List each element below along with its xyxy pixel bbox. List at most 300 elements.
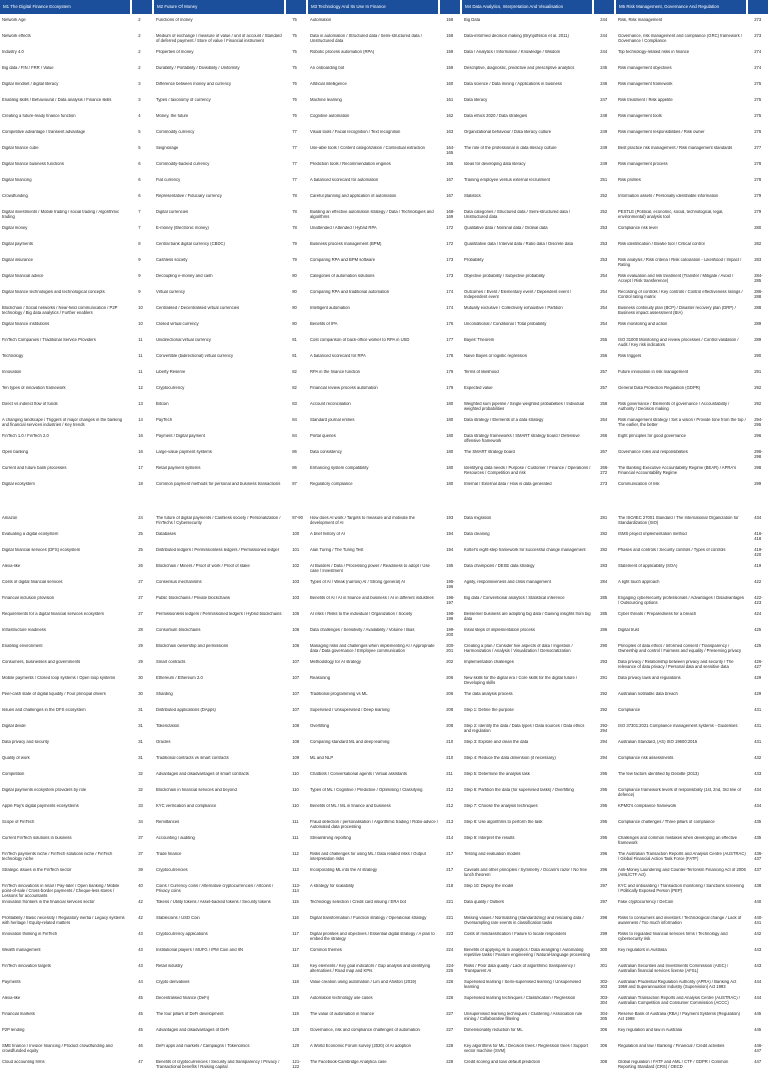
page-number-cell: 29 [138,660,143,664]
topic-cell: Enabling environment [2,644,43,648]
table-row [0,82,768,98]
topic-cell: Big Data [464,18,481,22]
topic-cell: Direct vs indirect flow of funds [2,402,58,406]
topic-cell: Caveats and other principles / Symmetry / Occam's razor / No free lunch theorem [464,868,587,877]
page-number-cell: 173 [446,258,454,262]
page-number-cell: 295 [600,772,608,776]
topic-cell: Naive Bayes or logistic regression [464,354,528,358]
topic-cell: Prediction tools / Recommendation engines [310,162,391,166]
topic-cell: Digital divide [2,724,26,728]
topic-cell: Cyber threats / Preparedness for a breach [618,612,697,616]
page-number-cell: 25 [138,532,143,536]
topic-cell: Internal / External data / How is data generated [464,482,552,486]
topic-cell: Public blockchains / Private blockchains [156,596,231,600]
page-number-cell: 273 [600,482,608,486]
topic-cell: How does AI work / Targets to measure and motivate the development of AI [310,516,415,525]
page-number-cell: 24 [138,516,143,520]
topic-cell: Distributed ledgers / Permissionless ledgers / Permissioned ledger [156,548,280,552]
page-number-cell: 303-304 [600,996,609,1005]
page-number-cell: 221 [446,900,454,904]
topic-cell: Current FinTech solutions in business [2,836,72,840]
topic-cell: Ethereum / Ethereum 2.0 [156,676,203,680]
page-number-cell: 113 [292,868,299,872]
page-number-cell: 286-288 [754,290,763,299]
topic-cell: Functions of money [156,18,193,22]
topic-cell: Sharding [156,692,173,696]
page-number-cell: 112 [292,852,299,856]
page-number-cell: 211 [446,772,453,776]
page-number-cell: 289 [754,338,762,342]
table-row [0,948,768,964]
page-number-cell: 168-169 [446,210,455,219]
page-number-cell: 442 [754,932,762,936]
page-number-cell: 282 [600,548,608,552]
page-number-cell: 426-427 [754,660,763,669]
topic-cell: Compliance framework levels of responsibility (1st, 2nd, 3rd line of defence) [618,788,741,797]
table-row [0,418,768,434]
page-number-cell: 180 [446,466,454,470]
page-number-cell: 434 [754,804,762,808]
page-number-cell: 27 [138,596,143,600]
page-number-cell: 16 [138,434,143,438]
topic-cell: Digital investments / Mobile trading / social trading / Algorithmic trading [2,210,120,219]
topic-cell: Phases and controls / Security controls / Types of controls [618,548,726,552]
topic-cell: Liberty Reserve [156,370,186,374]
topic-cell: Testing and evaluation models [464,852,521,856]
page-number-cell: 172 [446,226,454,230]
page-number-cell: 446-447 [754,1044,763,1053]
topic-cell: Step 5: Determine the analysis task [464,772,530,776]
topic-cell: Issues and challenges in the DFS ecosystem [2,708,86,712]
page-number-cell: 103 [292,580,300,584]
topic-cell: The four pillars of DeFi development [156,1012,224,1016]
page-number-cell: 33 [138,804,143,808]
topic-cell: The role of the professional in data literacy culture [464,146,557,150]
topic-cell: Alexa-like [2,996,21,1000]
topic-cell: Probability [464,258,484,262]
topic-cell: PayTech [156,418,173,422]
topic-cell: The SMART strategy board [464,450,515,454]
page-number-cell: 11 [138,338,143,342]
page-number-cell: 296 [754,434,762,438]
topic-cell: Portal queries [310,434,336,438]
page-number-cell: 32 [138,788,143,792]
page-number-cell: 224-225 [446,964,455,973]
topic-cell: Australian Prudential Regulation Authority (APRA) / Banking Act 1959 and Superannuation Industry (Supervision) Act 1993 [618,980,737,989]
topic-cell: Identifying data needs / Purpose / Customer / Finance / Operations / Resources / Competition and risk [464,466,591,475]
topic-cell: Compliance [618,708,641,712]
page-number-cell: 32 [138,772,143,776]
topic-cell: Supervised learning techniques / Classification / Regression [464,996,576,1000]
page-number-cell: 27 [138,580,143,584]
topic-cell: The few factors identified by Deloitte (2013) [618,772,699,776]
column-header: M2 Future Of Money [154,0,284,14]
page-number-cell: 295 [600,804,608,808]
page-number-cell: 46 [138,1044,143,1048]
topic-cell: Data champions / DESE data strategy [464,564,535,568]
topic-cell: FinTech innovations in retail / Pay-later / Open banking / Mobile point-of-sale / Cross-border payments / Cheque-less stores / Lessons for accountants [2,884,120,898]
page-number-cell: 118 [292,980,299,984]
topic-cell: Cost comparison of back-office worker to RPA in USD [310,338,410,342]
topic-cell: Data-informed decision making (Brynjolfsson et al. 2011) [464,34,569,38]
topic-cell: Bitcoin [156,402,169,406]
table-row [0,836,768,852]
topic-cell: Key regulation and law in Australia [618,1028,683,1032]
page-number-cell: 435 [754,836,762,840]
topic-cell: Compliance risk assessments [618,756,674,760]
topic-cell: Tokenization [156,724,180,728]
page-number-cell: 37 [138,852,143,856]
page-number-cell: 226 [446,996,454,1000]
page-number-cell: 210 [446,756,454,760]
page-number-cell: 249 [600,162,608,166]
topic-cell: Cloud accounting firms [2,1060,45,1064]
section-gap [0,498,768,516]
table-row [0,868,768,884]
table-row [0,210,768,226]
topic-cell: Initial steps of implementation process [464,628,535,632]
topic-cell: Governance roles and responsibilities [618,450,688,454]
topic-cell: Creating a plan / Consider five aspects of data / Ingestion / Harmonization / Analysis / Visualization / Democratization [464,644,573,653]
page-number-cell: 113-114 [292,884,301,893]
page-number-cell: 75 [292,50,297,54]
topic-cell: Advantages and disadvantages of smart contracts [156,772,249,776]
page-number-cell: 6 [138,178,141,182]
topic-cell: Convertible (bidirectional) virtual currency [156,354,234,358]
page-number-cell: 108 [292,740,300,744]
topic-cell: Fake cryptocurrency / DeCoin [618,900,674,904]
topic-cell: Kotter's eight-step framework for successful change management [464,548,586,552]
topic-cell: Properties of money [156,50,194,54]
page-number-cell: 180 [446,418,454,422]
topic-cell: Digital financial advice [2,274,44,278]
topic-cell: Durability / Portability / Divisibility / Uniformity [156,66,240,70]
topic-cell: Remittances [156,820,180,824]
topic-cell: Eight principles for good governance [618,434,686,438]
topic-cell: Financial markets [2,1012,35,1016]
topic-cell: Data privacy / Relationship between privacy and security / The relevance of data privacy / Personal data and sensitive data [618,660,734,669]
topic-cell: Requirements for a digital financial services ecosystem [2,612,104,616]
page-number-cell: 80 [292,274,297,278]
page-number-cell: 245 [600,66,608,70]
page-number-cell: 31 [138,740,143,744]
topic-cell: Statement of applicability (SOA) [618,564,678,568]
page-number-cell: 276 [754,130,762,134]
topic-cell: Crowdfunding [2,194,28,198]
topic-cell: Difference between money and currency [156,82,232,86]
topic-cell: Medium of exchange / measure of value / unit of account / Standard of deferred payment / Store of value / Financial instrument [156,34,282,43]
topic-cell: Comparing standard ML and deep learning [310,740,390,744]
page-number-cell: 200-201 [446,644,455,653]
page-number-cell: 281 [600,516,608,520]
topic-cell: Virtual currency [156,290,186,294]
topic-cell: Streamlining reporting [310,836,351,840]
page-number-cell: 228 [446,1060,454,1064]
topic-cell: Crypto derivatives [156,980,190,984]
topic-cell: Regulatory compliance [310,482,353,486]
page-number-cell: 9 [138,274,141,278]
page-number-cell: 117 [292,948,299,952]
topic-cell: Fraud detection / personalisation / Algorithmic trading / Robo-advice / Automated data processing [310,820,439,829]
topic-cell: Digital insurance [2,258,33,262]
topic-cell: Benefits of cryptocurrencies / Security and transparency / Privacy / Transactional benefits / Raising capital [156,1060,280,1069]
page-number-cell: 251 [600,178,608,182]
topic-cell: Benefits of ML / ML in finance and business [310,804,391,808]
topic-cell: Intelligent automation [310,306,350,310]
page-number-cell: 80 [292,306,297,310]
topic-cell: Comparing RPA and BPM software [310,258,376,262]
page-number-cell: 3 [138,82,141,86]
topic-cell: Best practice risk management / Risk management standards [618,146,733,150]
page-number-cell: 283 [600,564,608,568]
topic-cell: General Data Protection Regulation (GDPR) [618,386,701,390]
topic-cell: Visual tools / Facial recognition / Text recognition [310,130,401,134]
page-number-cell: 227 [446,1028,454,1032]
page-number-cell: 424 [754,612,762,616]
page-number-cell: 84 [292,418,297,422]
page-number-cell: 116 [292,916,299,920]
table-row [0,756,768,772]
topic-cell: Objective probability / Subjective probability [464,274,545,278]
page-number-cell: 196-197 [446,596,455,605]
page-number-cell: 178 [446,354,454,358]
page-number-cell: 30 [138,692,143,696]
page-number-cell: 290 [600,644,608,648]
page-number-cell: 34 [138,820,143,824]
topic-cell: Apple Pay's digital payments ecosystems [2,804,79,808]
topic-cell: Amazon [2,516,18,520]
page-number-cell: 292 [754,386,762,390]
topic-cell: Step 3: Explore and clean the data [464,740,529,744]
topic-cell: Blockchain in financial services and beyond [156,788,237,792]
table-row [0,804,768,820]
page-number-cell: 274 [754,66,762,70]
topic-cell: Mutually exclusive / Collectively exhaustive / Partition [464,306,563,310]
topic-cell: Types / taxonomy of currency [156,98,211,102]
topic-cell: Data literacy [464,98,488,102]
topic-cell: Decoupling e-money and cash [156,274,213,278]
page-number-cell: 294 [600,740,608,744]
topic-cell: Closed virtual currency [156,322,199,326]
table-row [0,466,768,482]
page-number-cell: 3 [138,98,141,102]
page-number-cell: 18 [138,482,143,486]
topic-cell: Institutional players / MUFG / IPM Coin and IIN [156,948,244,952]
page-number-cell: 43 [138,948,143,952]
page-number-cell: 177 [446,338,454,342]
topic-cell: Digital finance business functions [2,162,64,166]
page-number-cell: 437 [754,868,762,872]
page-number-cell: 12 [138,386,143,390]
page-number-cell: 432 [754,756,762,760]
topic-cell: A balanced scorecard for RPA [310,354,366,358]
column-header: M1 The Digital Finance Ecosystem [0,0,130,14]
topic-cell: Coins / Currency coins / Alternative cryptocurrencies / Altcoins / Privacy coins [156,884,274,893]
table-row [0,114,768,130]
page-number-cell: 217 [446,852,454,856]
page-number-cell: 81 [292,354,297,358]
page-number-cell: 254 [600,322,608,326]
page-number-cell: 4 [138,114,141,118]
topic-cell: Outcomes / Event / Elementary event / Dependent event / Independent event [464,290,572,299]
page-number-cell: 447 [754,1060,762,1064]
topic-cell: Benefits of AI / AI in finance and business / AI in different industries [310,596,434,600]
topic-cell: Creating a future-ready finance function [2,114,76,118]
table-row [0,370,768,386]
page-number-cell: 244 [600,50,608,54]
table-row [0,178,768,194]
page-number-cell: 290 [754,354,762,358]
table-row [0,1060,768,1076]
topic-cell: Big data / FIN / FRR / Value [2,66,54,70]
page-number-cell: 252 [600,210,608,214]
topic-cell: Risk management objectives [618,66,672,70]
table-row [0,708,768,724]
topic-cell: FinTech payments niche / FinTech solutions niche / FinTech technology niche [2,852,113,861]
topic-cell: Use-able tools / Content categorization / Contextual extraction [310,146,425,150]
page-number-cell: 86 [292,450,297,454]
topic-cell: Data science / Data mining / Applications in business [464,82,562,86]
page-number-cell: 179 [446,386,454,390]
table-row [0,130,768,146]
page-number-cell: 77 [292,130,297,134]
topic-cell: Ten types of innovation framework [2,386,66,390]
topic-cell: Digital trust [618,628,639,632]
topic-cell: Data categories / Structured data / Semi-structured data / Unstructured data [464,210,571,219]
page-number-cell: 77 [292,162,297,166]
page-number-cell: 103 [292,596,300,600]
page-number-cell: 419 [754,564,762,568]
topic-cell: Step 4: Reduce the data dimension (if necessary) [464,756,556,760]
page-number-cell: 252 [600,194,608,198]
page-number-cell: 107 [292,660,300,664]
topic-cell: Industry 4.0 [2,50,24,54]
topic-cell: Data migration [464,516,492,520]
page-number-cell: 284 [600,580,608,584]
topic-cell: Digital transformation / Function strategy / Operational strategy [310,916,427,920]
page-number-cell: 108 [292,724,300,728]
topic-cell: ISMS project implementation method [618,532,687,536]
topic-cell: Bessemer business are adopting big data / Gaining insights from big data [464,612,591,621]
page-number-cell: 275 [754,82,762,86]
page-number-cell: 267 [600,450,608,454]
topic-cell: The data analysis process [464,692,513,696]
page-number-cell: 9 [138,290,141,294]
topic-cell: Comparing RPA and traditional automation [310,290,390,294]
topic-cell: Data strategy frameworks / SMART strategy board / Defensive offensive framework [464,434,580,443]
topic-cell: Innovation thinking in FinTech [2,932,58,936]
topic-cell: Artificial intelligence [310,82,347,86]
page-number-cell: 29 [138,644,143,648]
page-number-cell: 119 [292,1012,299,1016]
topic-cell: Step 7: Choose the analysis techniques [464,804,538,808]
page-number-cell: 202 [446,660,454,664]
page-number-cell: 308 [600,1060,608,1064]
page-number-cell: 76 [292,82,297,86]
page-number-cell: 285 [600,612,608,616]
column-header: M4 Data Analytics, Interpretation And Visualisation [462,0,592,14]
topic-cell: Risk management process [618,162,668,166]
topic-cell: Implementation challenges [464,660,514,664]
topic-cell: Seigniorage [156,146,179,150]
topic-cell: Expected value [464,386,493,390]
page-number-cell: 106 [292,644,300,648]
table-row [0,884,768,900]
page-number-cell: 43 [138,932,143,936]
page-number-cell: 107 [292,676,300,680]
topic-cell: Step 10: Deploy the model [464,884,514,888]
topic-cell: Communication of risk [618,482,660,486]
page-number-cell: 106 [292,628,300,632]
page-number-cell: 77 [292,178,297,182]
table-row [0,1028,768,1044]
topic-cell: Digital financial services (DFS) ecosystem [2,548,81,552]
topic-cell: Reserve Bank of Australia (RBA) / Payment Systems (Regulation) Act 1998 [618,1012,740,1021]
page-number-cell: 429 [754,692,762,696]
page-number-cell: 180 [446,482,454,486]
table-row [0,612,768,628]
topic-cell: Risk management responsibilities / Risk owner [618,130,705,134]
page-number-cell: 246 [600,82,608,86]
table-row [0,258,768,274]
page-number-cell: 257 [600,386,608,390]
topic-cell: Blockchain / Miners / Proof of work / Proof of stake [156,564,250,568]
page-number-cell: 40 [138,884,143,888]
topic-cell: Representative / Fiduciary currency [156,194,222,198]
page-number-cell: 82 [292,386,297,390]
page-number-cell: 268-272 [600,466,609,475]
page-number-cell: 273 [754,18,762,22]
page-number-cell: 44 [138,980,143,984]
page-number-cell: 299 [754,482,762,486]
page-number-cell: 435 [754,820,762,824]
topic-cell: Categories of automation solutions [310,274,375,278]
page-number-cell: 436-437 [754,852,763,861]
page-number-cell: 422-423 [754,596,763,605]
page-number-cell: 13 [138,402,143,406]
table-row [0,338,768,354]
table-row [0,322,768,338]
topic-cell: Digital payments ecosystem providers by role [2,788,87,792]
page-number-cell: 221 [446,916,454,920]
table-row [0,596,768,612]
table-row [0,548,768,564]
table-row [0,1044,768,1060]
topic-cell: Business continuity plan (BCP) / Disaster recovery plan (DRP) / Business impact assessment (BIA) [618,306,736,315]
topic-cell: Missing values / Normalizing (standardizing) and rescaling data / Oversampling rare events in classification tasks [464,916,584,925]
topic-cell: Chatbots / Conversational agents / Virtual assistants [310,772,407,776]
topic-cell: Risk governance / Elements of governance / Accountability / Authority / Decision making [618,402,730,411]
page-number-cell: 279 [754,194,762,198]
topic-cell: Data privacy and security [2,740,50,744]
page-number-cell: 194 [446,532,454,536]
topic-cell: Big data / Conventional analytics / Statistical inference [464,596,565,600]
topic-cell: Unattended / Attended / Hybrid RPA [310,226,377,230]
table-row [0,964,768,980]
topic-cell: Step 6: Partition the data (for supervised tasks) / Overfitting [464,788,574,792]
topic-cell: Robotic process automation (RPA) [310,50,375,54]
page-number-cell: 264 [600,418,608,422]
page-number-cell: 80 [292,290,297,294]
page-number-cell: 416-418 [754,532,763,541]
topic-cell: Governance, risk management and compliance (GRC) framework / Governance / Compliance [618,34,743,43]
topic-cell: Terms of likelihood [464,370,499,374]
topic-cell: Compliance challenges / Three pillars of compliance [618,820,715,824]
page-number-cell: 285 [600,596,608,600]
topic-cell: Step 1: Define the purpose [464,708,514,712]
page-number-cell: 266 [600,434,608,438]
topic-cell: KYC verification and compliance [156,804,217,808]
